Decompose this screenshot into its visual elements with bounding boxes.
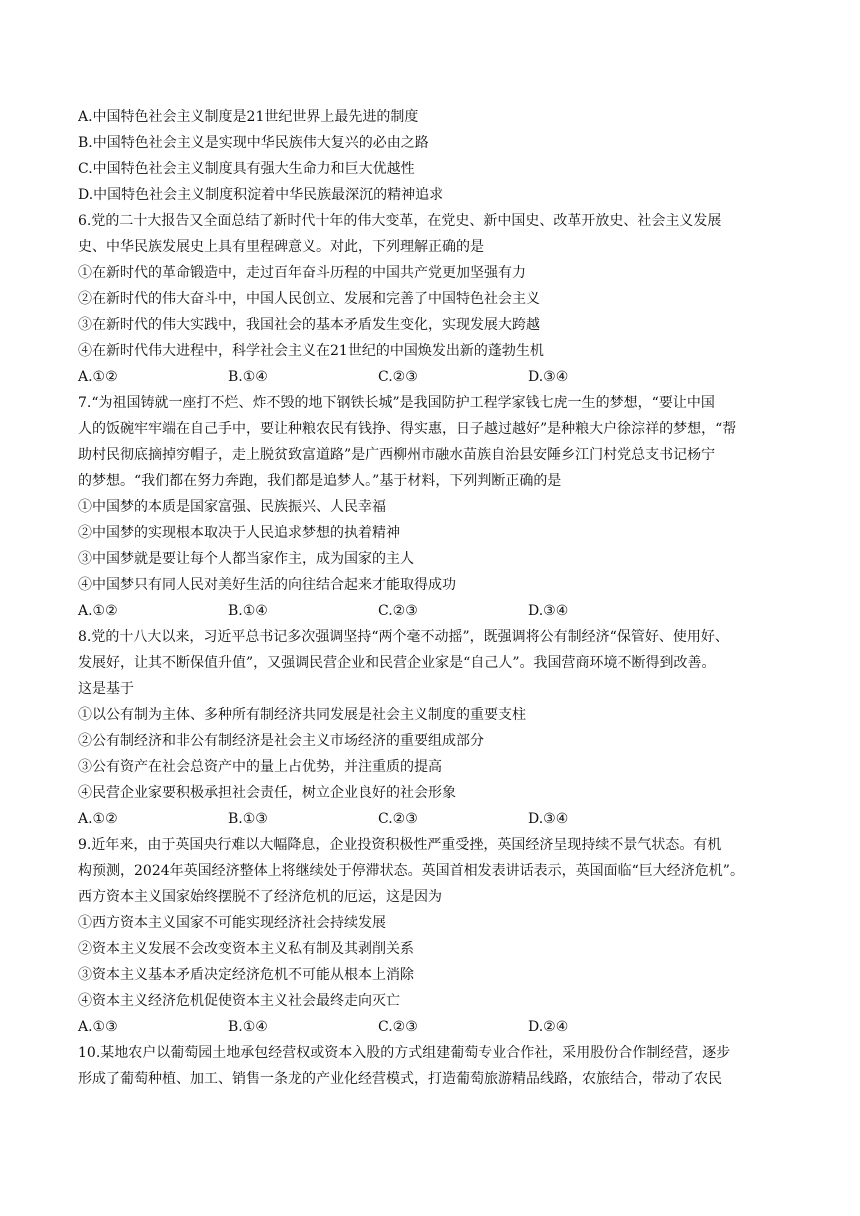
q6-statement: ②在新时代的伟大奋斗中，中国人民创立、发展和完善了中国特色社会主义 — [78, 291, 540, 307]
q9-choice-d: D.②④ — [528, 1019, 569, 1035]
q5-option-a: A.中国特色社会主义制度是21世纪世界上最先进的制度 — [78, 109, 419, 125]
q7-statement: ①中国梦的本质是国家富强、民族振兴、人民幸福 — [78, 499, 386, 515]
exam-page — [78, 104, 778, 1092]
q5-option-d: D.中国特色社会主义制度积淀着中华民族最深沉的精神追求 — [78, 187, 444, 203]
q6-choice-a: A.①② — [78, 369, 118, 385]
q6-choice-d: D.③④ — [528, 369, 569, 385]
q7-choice-b: B.①④ — [228, 603, 268, 619]
q8-choices — [78, 806, 778, 832]
q8-statement: ②公有制经济和非公有制经济是社会主义市场经济的重要组成部分 — [78, 733, 484, 749]
q7-choice-a: A.①② — [78, 603, 118, 619]
q10-stem-line: 10.某地农户以葡萄园土地承包经营权或资本入股的方式组建葡萄专业合作社，采用股份合作制经营，逐步 — [78, 1045, 731, 1061]
q7-stem-line: 助村民彻底摘掉穷帽子，走上脱贫致富道路”是广西柳州市融水苗族自治县安陲乡江门村党总支书记杨宁 — [78, 447, 716, 463]
q5-option-c: C.中国特色社会主义制度具有强大生命力和巨大优越性 — [78, 161, 415, 177]
q9-choice-b: B.①④ — [228, 1019, 268, 1035]
q8-statement: ③公有资产在社会总资产中的量上占优势，并注重质的提高 — [78, 759, 442, 775]
q6-stem-line: 6.党的二十大报告又全面总结了新时代十年的伟大变革，在党史、新中国史、改革开放史、社会主义发展 — [78, 213, 722, 229]
q9-statement: ①西方资本主义国家不可能实现经济社会持续发展 — [78, 915, 386, 931]
q9-statement: ②资本主义发展不会改变资本主义私有制及其剥削关系 — [78, 941, 414, 957]
q8-choice-a: A.①② — [78, 811, 118, 827]
q8-statement: ④民营企业家要积极承担社会责任，树立企业良好的社会形象 — [78, 785, 456, 801]
q7-statement: ④中国梦只有同人民对美好生活的向往结合起来才能取得成功 — [78, 577, 456, 593]
q6-choice-b: B.①④ — [228, 369, 268, 385]
q7-choice-d: D.③④ — [528, 603, 569, 619]
q6-choice-c: C.②③ — [378, 369, 418, 385]
q7-choices — [78, 598, 778, 624]
q7-stem-line: 人的饭碗牢牢端在自己手中，要让种粮农民有钱挣、得实惠，日子越过越好”是种粮大户徐淙祥的梦想，“帮 — [78, 421, 737, 437]
q9-statement: ④资本主义经济危机促使资本主义社会最终走向灭亡 — [78, 993, 400, 1009]
q7-statement: ③中国梦就是要让每个人都当家作主，成为国家的主人 — [78, 551, 414, 567]
q6-statement: ④在新时代伟大进程中，科学社会主义在21世纪的中国焕发出新的蓬勃生机 — [78, 343, 544, 359]
q6-statement: ③在新时代的伟大实践中，我国社会的基本矛盾发生变化，实现发展大跨越 — [78, 317, 540, 333]
q7-stem-line: 的梦想。“我们都在努力奔跑，我们都是追梦人。”基于材料，下列判断正确的是 — [78, 473, 562, 489]
q9-choice-a: A.①③ — [78, 1019, 118, 1035]
q7-statement: ②中国梦的实现根本取决于人民追求梦想的执着精神 — [78, 525, 400, 541]
q6-choices — [78, 364, 778, 390]
q8-choice-d: D.③④ — [528, 811, 569, 827]
q8-choice-b: B.①③ — [228, 811, 268, 827]
q5-option-b: B.中国特色社会主义是实现中华民族伟大复兴的必由之路 — [78, 135, 429, 151]
q9-stem-line: 西方资本主义国家始终摆脱不了经济危机的厄运，这是因为 — [78, 889, 442, 905]
q8-stem-line: 发展好，让其不断保值升值”，又强调民营企业和民营企业家是“自己人”。我国营商环境不断得到改善。 — [78, 655, 716, 671]
q6-statement: ①在新时代的革命锻造中，走过百年奋斗历程的中国共产党更加坚强有力 — [78, 265, 526, 281]
q8-stem-line: 这是基于 — [78, 681, 134, 697]
q7-stem-line: 7.“为祖国铸就一座打不烂、炸不毁的地下钢铁长城”是我国防护工程学家钱七虎一生的梦想，“要让中国 — [78, 395, 715, 411]
q9-statement: ③资本主义基本矛盾决定经济危机不可能从根本上消除 — [78, 967, 414, 983]
q9-choices — [78, 1014, 778, 1040]
q9-stem-line: 9.近年来，由于英国央行难以大幅降息，企业投资积极性严重受挫，英国经济呈现持续不景气状态。有机 — [78, 837, 722, 853]
q9-stem-line: 构预测，2024年英国经济整体上将继续处于停滞状态。英国首相发表讲话表示，英国面临“巨大经济危机”。 — [78, 863, 744, 879]
q6-stem-line: 史、中华民族发展史上具有里程碑意义。对此，下列理解正确的是 — [78, 239, 484, 255]
q10-stem-line: 形成了葡萄种植、加工、销售一条龙的产业化经营模式，打造葡萄旅游精品线路，农旅结合，带动了农民 — [78, 1071, 722, 1087]
q8-statement: ①以公有制为主体、多种所有制经济共同发展是社会主义制度的重要支柱 — [78, 707, 526, 723]
q8-choice-c: C.②③ — [378, 811, 418, 827]
q7-choice-c: C.②③ — [378, 603, 418, 619]
q8-stem-line: 8.党的十八大以来，习近平总书记多次强调坚持“两个毫不动摇”，既强调将公有制经济“保管好、使用好、 — [78, 629, 729, 645]
q9-choice-c: C.②③ — [378, 1019, 418, 1035]
